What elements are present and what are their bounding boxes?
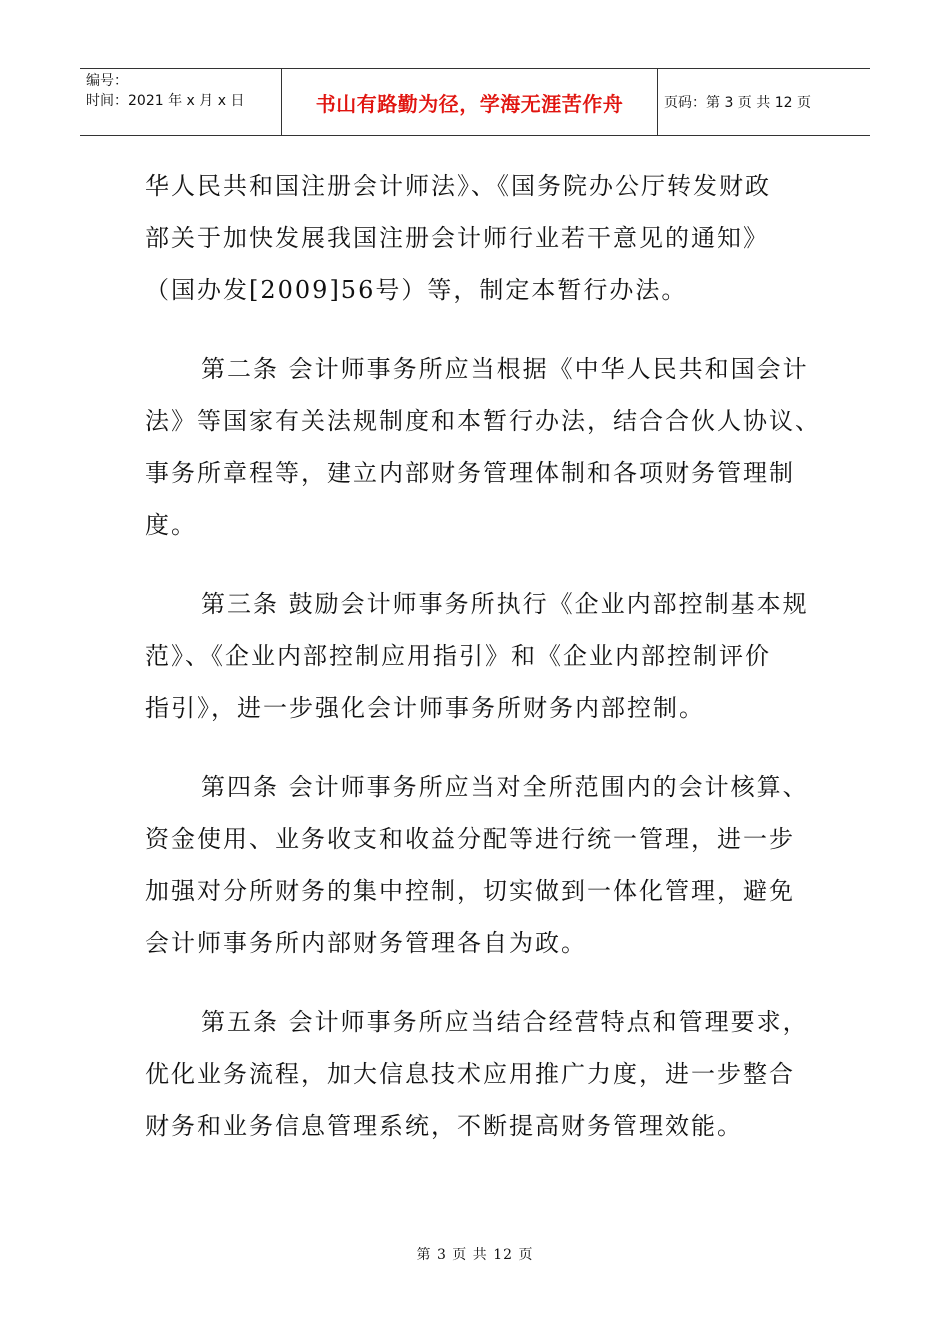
article-3-heading-line: 第三条 鼓励会计师事务所执行《企业内部控制基本规 bbox=[201, 590, 809, 618]
document-body bbox=[145, 160, 821, 1152]
body-line: 资金使用、业务收支和收益分配等进行统一管理，进一步 bbox=[145, 825, 795, 853]
article-4-heading-line: 第四条 会计师事务所应当对全所范围内的会计核算、 bbox=[201, 773, 809, 801]
article-5-heading-line: 第五条 会计师事务所应当结合经营特点和管理要求， bbox=[201, 1008, 809, 1036]
page-header bbox=[80, 68, 870, 136]
body-line: （国办发[2009]56号）等，制定本暂行办法。 bbox=[145, 276, 688, 304]
body-line: 财务和业务信息管理系统，不断提高财务管理效能。 bbox=[145, 1112, 743, 1140]
document-number-label: 编号： bbox=[86, 73, 128, 89]
body-line: 法》等国家有关法规制度和本暂行办法，结合合伙人协议、 bbox=[145, 407, 821, 435]
body-line: 指引》，进一步强化会计师事务所财务内部控制。 bbox=[145, 694, 705, 722]
body-line: 事务所章程等，建立内部财务管理体制和各项财务管理制 bbox=[145, 459, 795, 487]
body-line: 度。 bbox=[145, 511, 197, 539]
header-motto: 书山有路勤为径，学海无涯苦作舟 bbox=[282, 69, 658, 135]
article-2-heading-line: 第二条 会计师事务所应当根据《中华人民共和国会计 bbox=[201, 355, 809, 383]
body-line: 会计师事务所内部财务管理各自为政。 bbox=[145, 929, 587, 957]
header-page-info: 页码：第 3 页 共 12 页 bbox=[664, 95, 811, 111]
page-footer-number: 第 3 页 共 12 页 bbox=[416, 1247, 534, 1263]
body-line: 优化业务流程，加大信息技术应用推广力度，进一步整合 bbox=[145, 1060, 795, 1088]
body-line: 华人民共和国注册会计师法》、《国务院办公厅转发财政 bbox=[145, 172, 771, 200]
header-meta-cell bbox=[80, 69, 282, 135]
body-line: 部关于加快发展我国注册会计师行业若干意见的通知》 bbox=[145, 224, 769, 252]
body-line: 加强对分所财务的集中控制，切实做到一体化管理，避免 bbox=[145, 877, 795, 905]
body-line: 范》、《企业内部控制应用指引》和《企业内部控制评价 bbox=[145, 642, 771, 670]
document-time-label: 时间：2021 年 x 月 x 日 bbox=[86, 93, 245, 109]
